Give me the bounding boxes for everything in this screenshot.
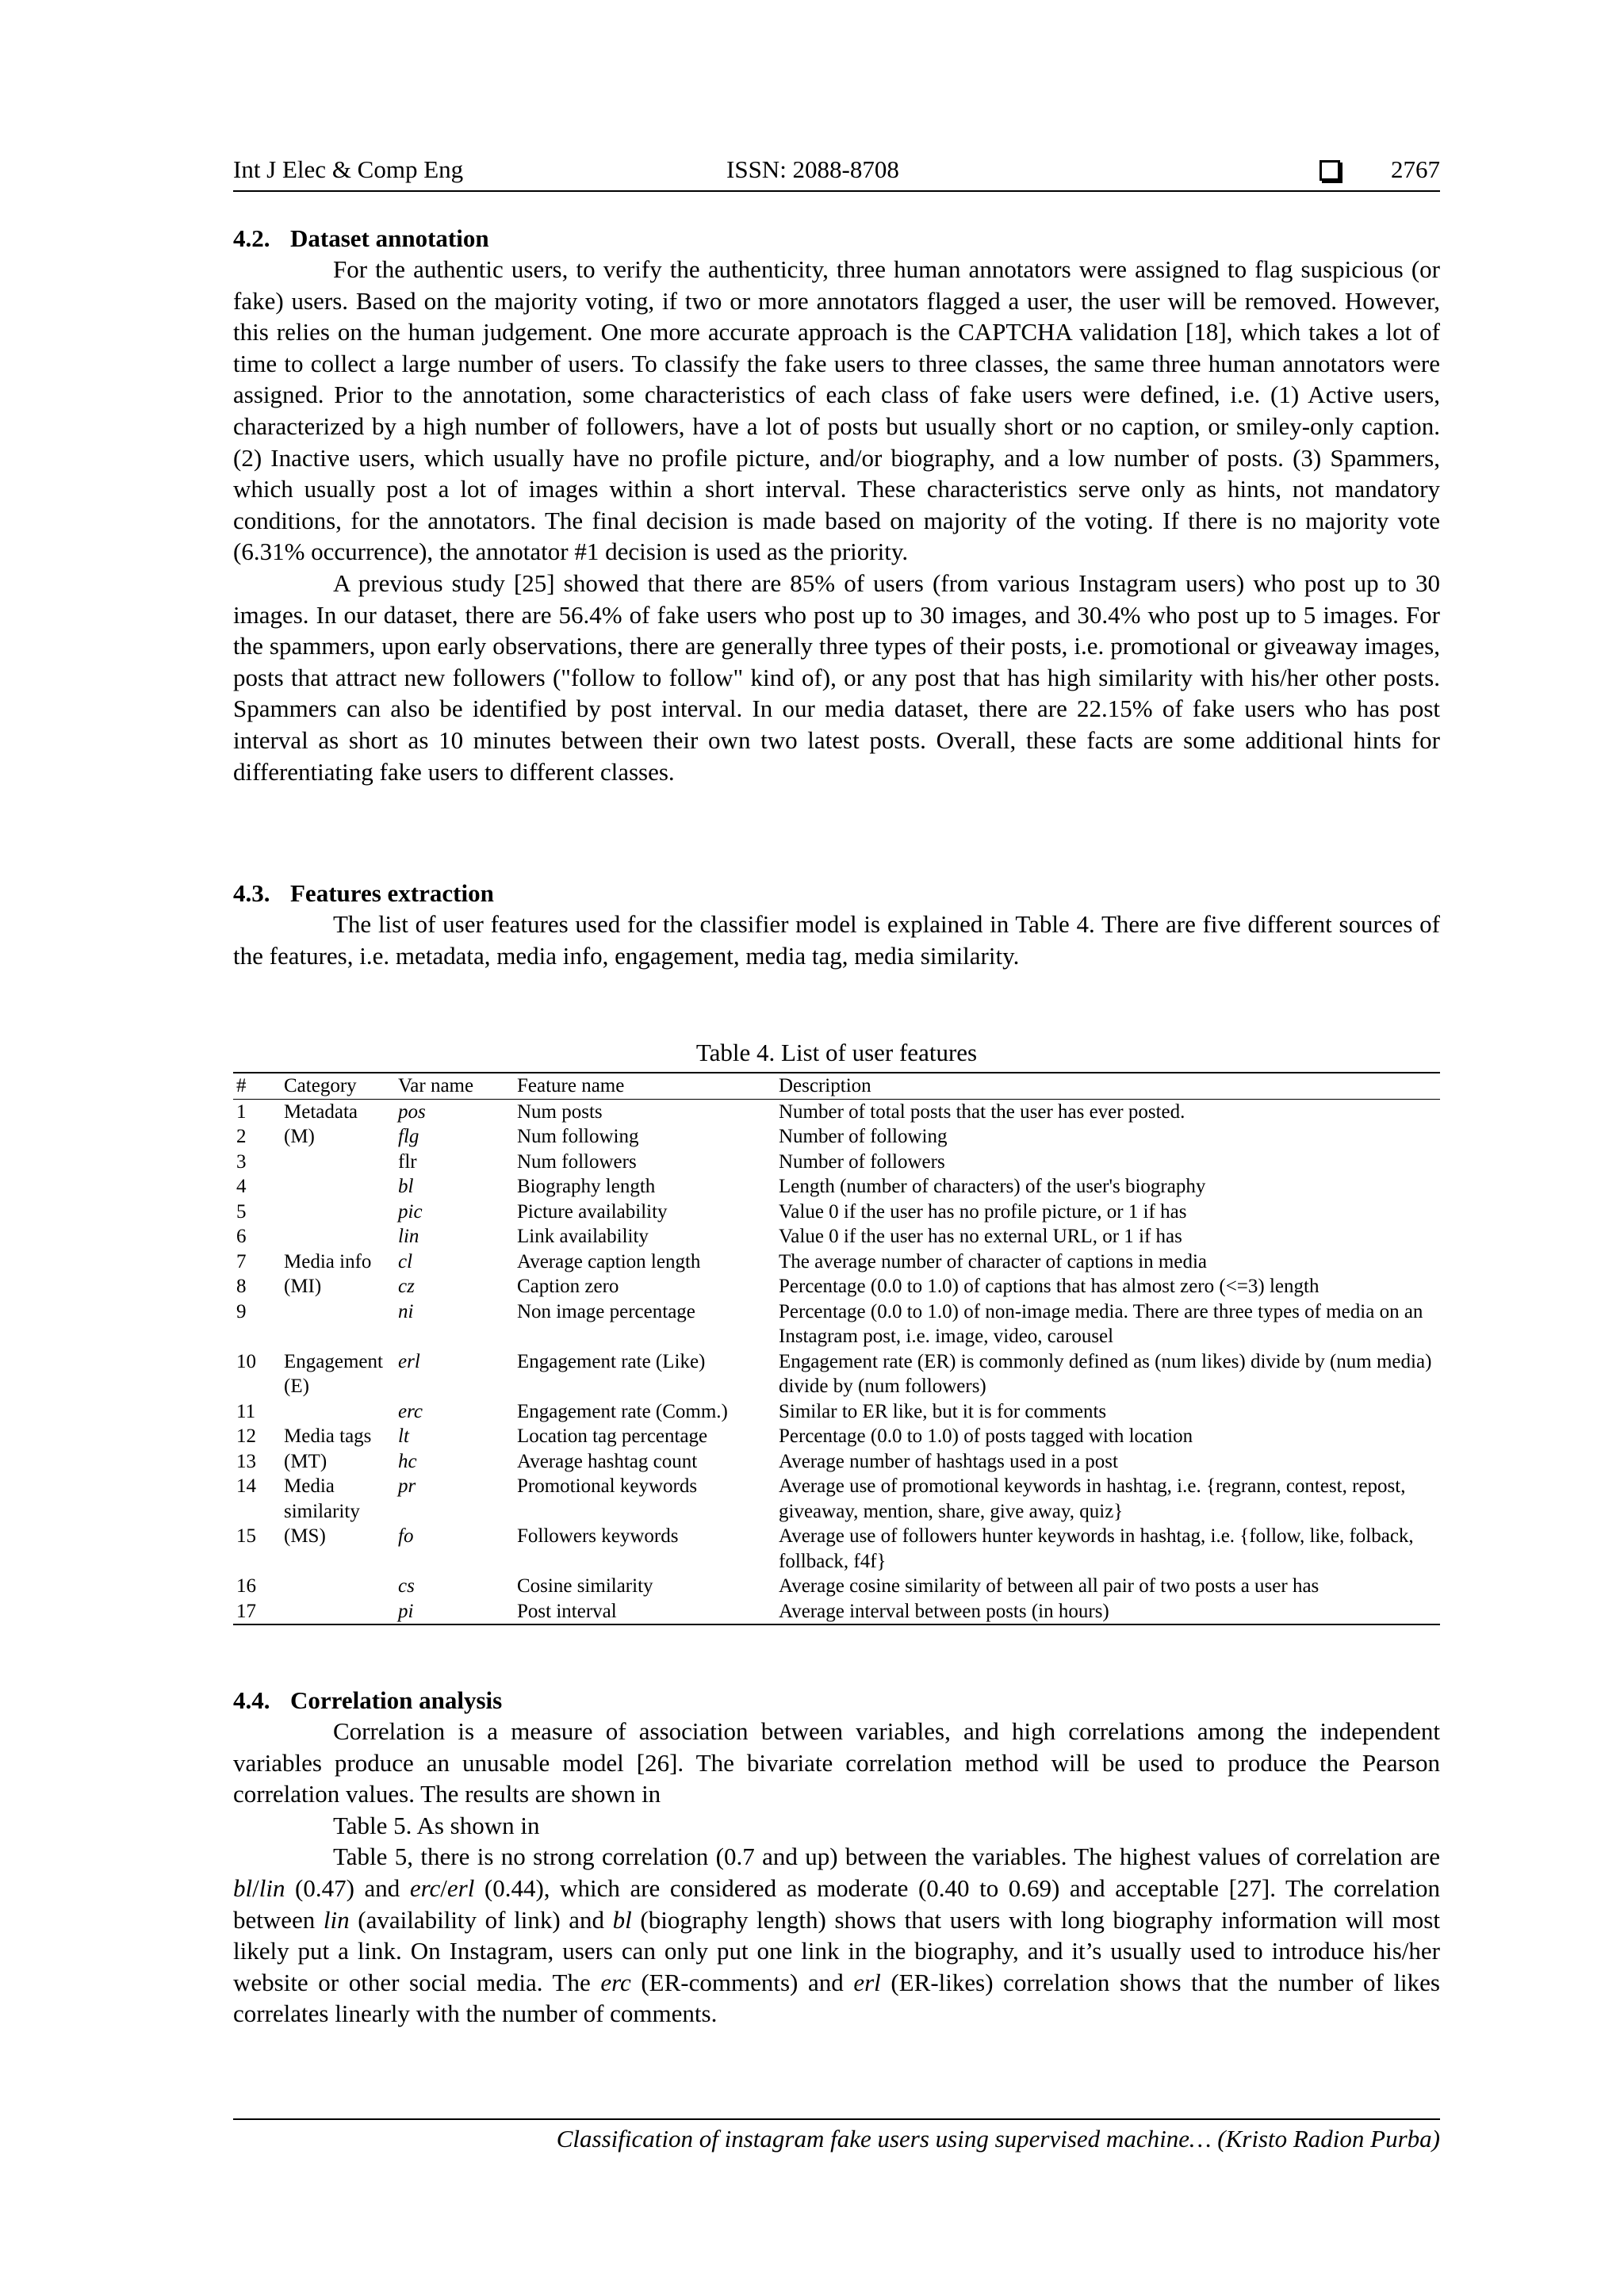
var-name: bl <box>612 1905 632 1934</box>
text-run: / <box>440 1873 447 1902</box>
table-row <box>233 1424 1440 1449</box>
column-header: Var name <box>395 1073 514 1099</box>
var-name: erl <box>853 1968 881 1996</box>
table-row <box>233 1474 1440 1524</box>
description: Average use of followers hunter keywords in hashtag, i.e. {follow, like, folback, follback, f4f} <box>779 1525 1414 1572</box>
section-number: 4.3. <box>233 879 270 907</box>
column-header: # <box>233 1073 281 1099</box>
row-number: 16 <box>236 1575 256 1597</box>
row-number: 2 <box>236 1126 247 1147</box>
description: Length (number of characters) of the user's biography <box>779 1176 1206 1197</box>
description: Value 0 if the user has no profile picture, or 1 if has <box>779 1200 1187 1223</box>
description: Number of total posts that the user has ever posted. <box>779 1100 1185 1123</box>
table-row <box>233 1150 1440 1175</box>
category: Engagement (E) <box>284 1350 383 1397</box>
var-name: cl <box>398 1250 413 1272</box>
category: (MT) <box>284 1450 327 1472</box>
row-number: 10 <box>236 1350 256 1372</box>
description: Percentage (0.0 to 1.0) of posts tagged with location <box>779 1425 1193 1447</box>
description: Similar to ER like, but it is for comments <box>779 1400 1107 1422</box>
var-name: flr <box>398 1150 417 1173</box>
table-row <box>233 1249 1440 1275</box>
issn: ISSN: 2088-8708 <box>726 155 899 183</box>
table-reference: Table 5 <box>333 1843 408 1871</box>
description: Average interval between posts (in hours) <box>779 1600 1109 1622</box>
var-name: erc <box>398 1400 423 1422</box>
description: Value 0 if the user has no external URL, or 1 if has <box>779 1226 1182 1247</box>
table-caption: Table 4. List of user features <box>695 1039 978 1066</box>
table-row <box>233 1399 1440 1425</box>
row-number: 6 <box>236 1226 247 1247</box>
row-number: 17 <box>236 1600 256 1622</box>
row-number: 1 <box>236 1100 247 1123</box>
row-number: 11 <box>236 1400 256 1422</box>
table-row <box>233 1224 1440 1249</box>
feature-name: Average caption length <box>517 1250 701 1272</box>
square-bullet-icon <box>1320 160 1340 181</box>
var-name: lin <box>259 1873 285 1902</box>
category: Metadata <box>284 1100 358 1123</box>
section-number: 4.4. <box>233 1686 270 1714</box>
section-4-4 <box>233 1686 1440 2030</box>
category <box>281 1150 395 1175</box>
var-name: pic <box>398 1200 423 1223</box>
table-row <box>233 1174 1440 1200</box>
feature-name: Cosine similarity <box>517 1575 653 1597</box>
features-table <box>233 1072 1440 1625</box>
text-run: (availability of link) and <box>349 1905 613 1934</box>
paragraph: For the authentic users, to verify the authenticity, three human annotators were assigned to flag suspicious (or fake) users. Based on the majority voting, if two or more annotators flagged a user, the user will be removed. However, this relies on the human judgement. One more accurate approach is the CAPTCHA validation [18], which takes a lot of time to collect a large number of users. To classify the fake users to three classes, the same three human annotators were assigned. Prior to the annotation, some characteristics of each class of fake users were defined, i.e. (1) Active users, characterized by a high number of followers, have a lot of posts but usually short or no caption, or smiley-only caption. (2) Inactive users, which usually have no profile picture, and/or biography, and a low number of posts. (3) Spammers, which usually post a lot of images within a short interval. These characteristics serve only as hints, not mandatory conditions, for the annotators. The final decision is made based on majority of the voting. If there is no majority vote (6.31% occurrence), the annotator #1 decision is used as the priority. <box>233 255 1440 566</box>
var-name: pi <box>398 1600 414 1622</box>
section-heading <box>233 224 1440 254</box>
feature-name: Followers keywords <box>517 1525 679 1547</box>
category: Media similarity <box>284 1475 360 1522</box>
feature-name: Num following <box>517 1126 639 1147</box>
text-run: (ER-comments) and <box>630 1968 854 1996</box>
var-name: lin <box>398 1226 419 1247</box>
category <box>281 1399 395 1425</box>
row-number: 12 <box>236 1425 256 1447</box>
paragraph <box>233 1841 1440 2030</box>
table-row <box>233 1599 1440 1625</box>
section-number: 4.2. <box>233 224 270 252</box>
text-run: / <box>252 1873 259 1902</box>
section-title: Features extraction <box>290 879 494 907</box>
paragraph: Table 5. As shown in <box>333 1811 540 1839</box>
header-rule <box>233 190 1440 192</box>
category <box>281 1200 395 1225</box>
text-run: (0.44), which are considered as moderate (0.40 to 0.69) and acceptable [27]. The correlation between <box>233 1873 1441 1934</box>
feature-name: Caption zero <box>517 1276 619 1297</box>
category <box>281 1599 395 1625</box>
row-number: 3 <box>236 1150 247 1173</box>
column-header: Feature name <box>514 1073 776 1099</box>
feature-name: Post interval <box>517 1600 617 1622</box>
feature-name: Promotional keywords <box>517 1475 698 1497</box>
category: (MS) <box>284 1525 326 1547</box>
category <box>281 1574 395 1599</box>
running-footer: Classification of instagram fake users using supervised machine… (Kristo Radion Purba) <box>556 2125 1440 2152</box>
feature-name: Engagement rate (Comm.) <box>517 1400 728 1422</box>
row-number: 7 <box>236 1250 247 1272</box>
column-header: Category <box>281 1073 395 1099</box>
section-title: Correlation analysis <box>290 1686 503 1714</box>
paragraph: The list of user features used for the classifier model is explained in Table 4. There are five different sources of the features, i.e. metadata, media info, engagement, media tag, media similarity. <box>233 910 1440 970</box>
table-row <box>233 1449 1440 1475</box>
table-row <box>233 1299 1440 1349</box>
description: Average number of hashtags used in a post <box>779 1450 1118 1472</box>
var-name: lt <box>398 1425 409 1447</box>
category <box>281 1299 395 1349</box>
running-header <box>233 155 1440 190</box>
row-number: 9 <box>236 1300 247 1322</box>
category: Media tags <box>284 1425 372 1447</box>
table-header-row <box>233 1073 1440 1099</box>
feature-name: Num posts <box>517 1100 603 1123</box>
paragraph: A previous study [25] showed that there are 85% of users (from various Instagram users) who post up to 30 images. In our dataset, there are 56.4% of fake users who post up to 30 images, and 30.4% who post up to 5 images. For the spammers, upon early observations, there are generally three types of their posts, i.e. promotional or giveaway images, posts that attract new followers ("follow to follow" kind of), or any post that has high similarity with his/her other posts. Spammers can also be identified by post interval. In our media dataset, there are 22.15% of fake users who has post interval as short as 10 minutes between their own two latest posts. Overall, these facts are some additional hints for differentiating fake users to different classes. <box>233 568 1440 786</box>
var-name: lin <box>323 1905 350 1934</box>
var-name: hc <box>398 1450 417 1472</box>
var-name: erl <box>398 1350 420 1372</box>
feature-name: Average hashtag count <box>517 1450 698 1472</box>
description: Percentage (0.0 to 1.0) of non-image media. There are three types of media on an Instagram post, i.e. image, video, carousel <box>779 1300 1423 1347</box>
feature-name: Link availability <box>517 1226 649 1247</box>
var-name: erc <box>600 1968 631 1996</box>
row-number: 14 <box>236 1475 256 1497</box>
feature-name: Engagement rate (Like) <box>517 1350 706 1372</box>
description: The average number of character of captions in media <box>779 1250 1208 1272</box>
table-row <box>233 1274 1440 1299</box>
row-number: 8 <box>236 1276 247 1297</box>
var-name: cz <box>398 1276 415 1297</box>
section-heading <box>233 878 1440 909</box>
section-4-2 <box>233 224 1440 787</box>
row-number: 4 <box>236 1176 247 1197</box>
var-name: erl <box>446 1873 475 1902</box>
category <box>281 1174 395 1200</box>
var-name: pr <box>398 1475 416 1497</box>
text-run: (ER-likes) correlation shows that the number of likes correlates linearly with the number of comments. <box>233 1968 1440 2028</box>
paragraph: Correlation is a measure of association between variables, and high correlations among the independent variables produce an unusable model [26]. The bivariate correlation method will be used to produce the Pearson correlation values. The results are shown in <box>233 1717 1440 1808</box>
journal-name: Int J Elec & Comp Eng <box>233 155 464 183</box>
feature-name: Location tag percentage <box>517 1425 708 1447</box>
description: Average use of promotional keywords in hashtag, i.e. {regrann, contest, repost, giveaway, mention, share, give away, quiz} <box>779 1475 1406 1522</box>
section-title: Dataset annotation <box>290 224 489 252</box>
feature-name: Non image percentage <box>517 1300 695 1322</box>
text-run: , there is no strong correlation (0.7 and up) between the variables. The highest values of correlation are <box>407 1843 1440 1871</box>
var-name: pos <box>398 1100 426 1123</box>
var-name: bl <box>398 1176 414 1197</box>
section-heading <box>233 1686 1440 1716</box>
description: Number of followers <box>779 1150 945 1173</box>
var-name: cs <box>398 1575 415 1597</box>
table-row <box>233 1524 1440 1574</box>
feature-name: Biography length <box>517 1176 656 1197</box>
var-name: flg <box>398 1126 419 1147</box>
footer-rule <box>233 2118 1440 2120</box>
var-name: bl <box>233 1873 253 1902</box>
category: Media info <box>284 1250 372 1272</box>
description: Average cosine similarity of between all pair of two posts a user has <box>779 1575 1320 1597</box>
table-row <box>233 1099 1440 1124</box>
column-header: Description <box>776 1073 1440 1099</box>
feature-name: Picture availability <box>517 1200 668 1223</box>
description: Number of following <box>779 1126 948 1147</box>
section-4-3 <box>233 878 1440 971</box>
description: Engagement rate (ER) is commonly defined as (num likes) divide by (num media) divide by (num followers) <box>779 1350 1432 1397</box>
text-run: (0.47) and <box>285 1873 410 1902</box>
category: (MI) <box>284 1276 322 1297</box>
table-row <box>233 1349 1440 1399</box>
table-row <box>233 1574 1440 1599</box>
row-number: 13 <box>236 1450 256 1472</box>
table-row <box>233 1124 1440 1150</box>
page-number: 2767 <box>1391 155 1440 183</box>
row-number: 5 <box>236 1200 247 1223</box>
var-name: ni <box>398 1300 414 1322</box>
table-row <box>233 1200 1440 1225</box>
description: Percentage (0.0 to 1.0) of captions that has almost zero (<=3) length <box>779 1276 1320 1297</box>
row-number: 15 <box>236 1525 256 1547</box>
category: (M) <box>284 1126 315 1147</box>
text-run: (biography length) shows that users with long biography information will most likely put a link. On Instagram, users can only put one link in the biography, and it’s usually used to introduce his/her website or other social media. The <box>233 1905 1440 1996</box>
feature-name: Num followers <box>517 1150 637 1173</box>
var-name: erc <box>409 1873 441 1902</box>
category <box>281 1224 395 1249</box>
var-name: fo <box>398 1525 414 1547</box>
